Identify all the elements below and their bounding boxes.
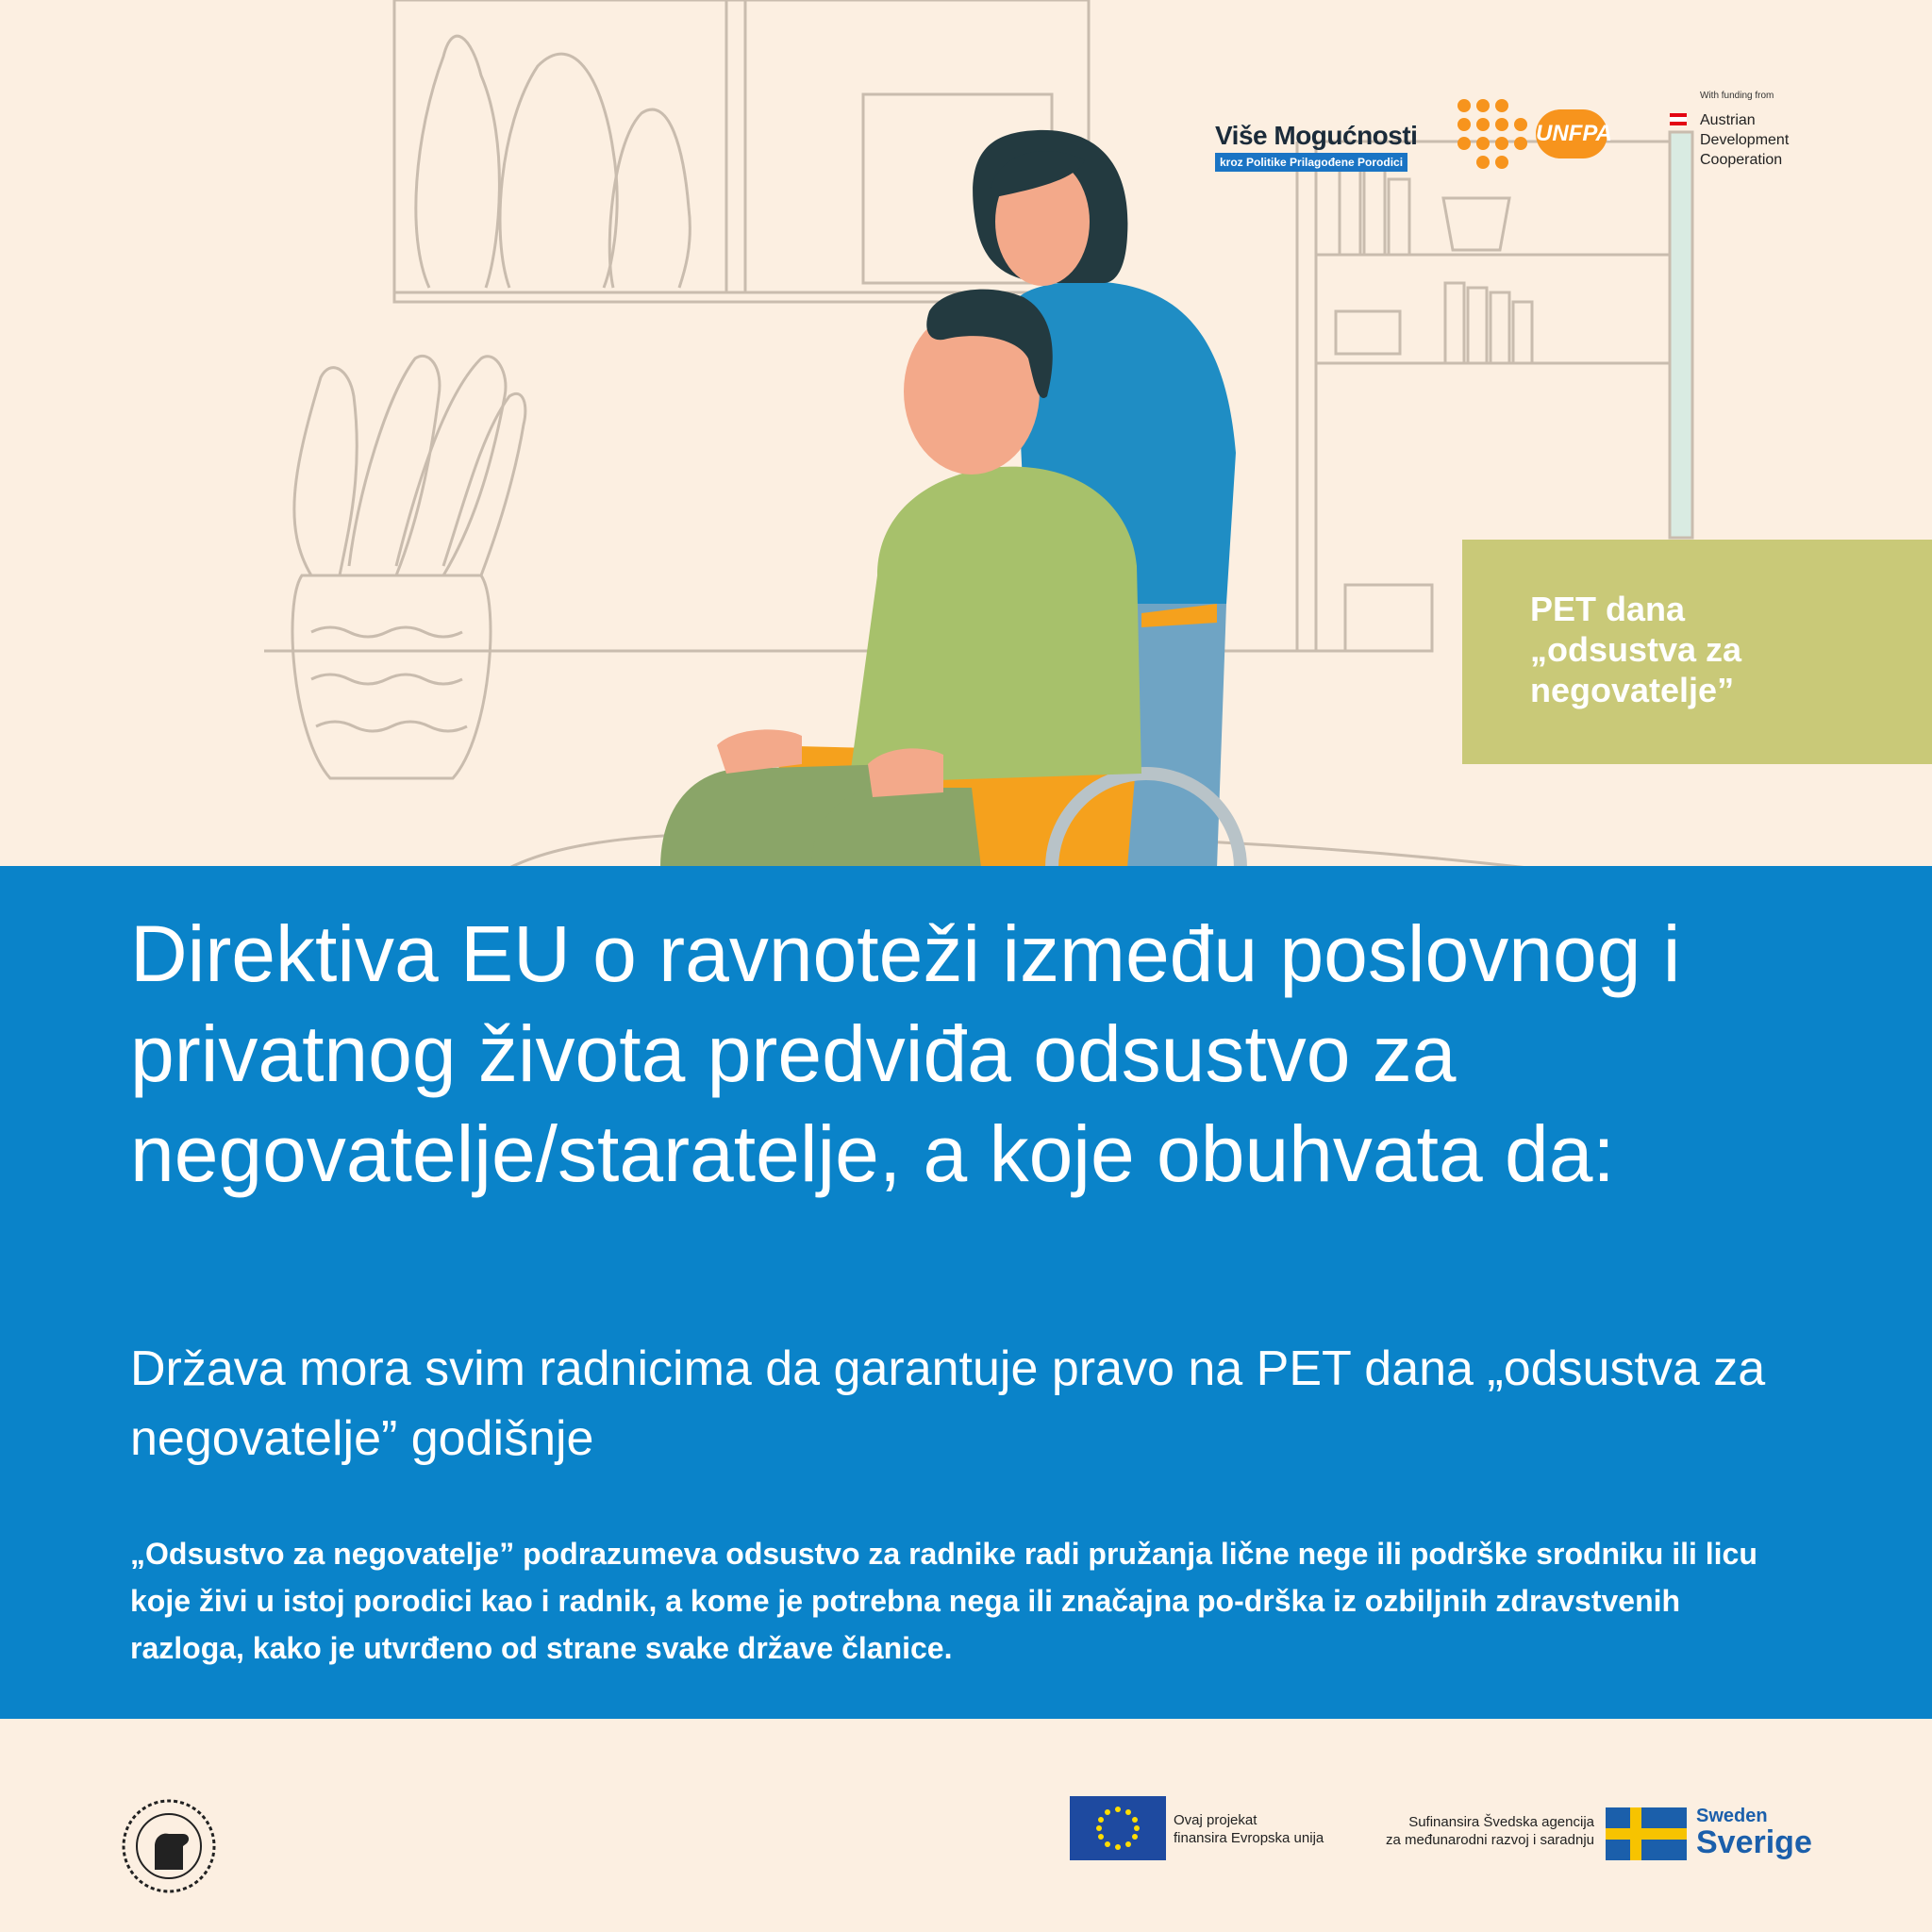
badge-text: PET dana „odsustva za negovatelje”: [1530, 590, 1742, 709]
unfpa-logo: [1455, 96, 1613, 172]
eu-funding-text: [1174, 1811, 1324, 1847]
fist-logo-icon: [117, 1794, 221, 1898]
unfpa-dots-icon: [1455, 96, 1540, 172]
se-text-line1: Sufinansira Švedska agencija: [1408, 1814, 1594, 1830]
main-text-panel: [0, 866, 1932, 1719]
vise-mogucnosti-logo: [1215, 121, 1418, 172]
unfpa-text: UNFPA: [1536, 109, 1607, 158]
pet-dana-badge: [1462, 540, 1932, 764]
sweden-label: Sweden: [1696, 1806, 1768, 1826]
headline: Direktiva EU o ravnoteži između poslovnog i privatnog života predviđa odsustvo za negovatelje/staratelje, a koje obuhvata da:: [130, 909, 1681, 1198]
eu-flag-icon: [1070, 1796, 1166, 1860]
se-text-line2: za međunarodni razvoj i saradnju: [1386, 1832, 1594, 1848]
eu-text-line2: finansira Evropska unija: [1174, 1830, 1324, 1846]
subheadline: Država mora svim radnicima da garantuje pravo na PET dana „odsustva za negovatelje” godišnje: [130, 1341, 1766, 1466]
sverige-label: Sverige: [1696, 1824, 1812, 1860]
funding-from-label: With funding from: [1700, 91, 1774, 101]
austrian-development-cooperation-logo: [1670, 91, 1811, 170]
austria-flag-icon: [1670, 113, 1687, 126]
sweden-flag-icon: [1606, 1807, 1687, 1860]
eu-text-line1: Ovaj projekat: [1174, 1812, 1257, 1828]
sida-funding-text: [1358, 1813, 1594, 1849]
footer: [0, 1719, 1932, 1932]
vise-logo-title: Više Mogućnosti: [1215, 121, 1418, 150]
vise-logo-subtitle: kroz Politike Prilagođene Porodici: [1215, 153, 1407, 172]
definition-paragraph: „Odsustvo za negovatelje” podrazumeva odsustvo za radnike radi pružanja lične nege ili podrške srodniku ili licu koje živi u istoj porodici kao i radnik, a kome je potrebna nega ili značajna po-drška iz ozbiljnih zdravstvenih razloga, kako je utvrđeno od strane svake države članice.: [130, 1537, 1757, 1665]
illustration-area: [0, 0, 1932, 868]
ada-name: Austrian Development Cooperation: [1700, 112, 1790, 168]
